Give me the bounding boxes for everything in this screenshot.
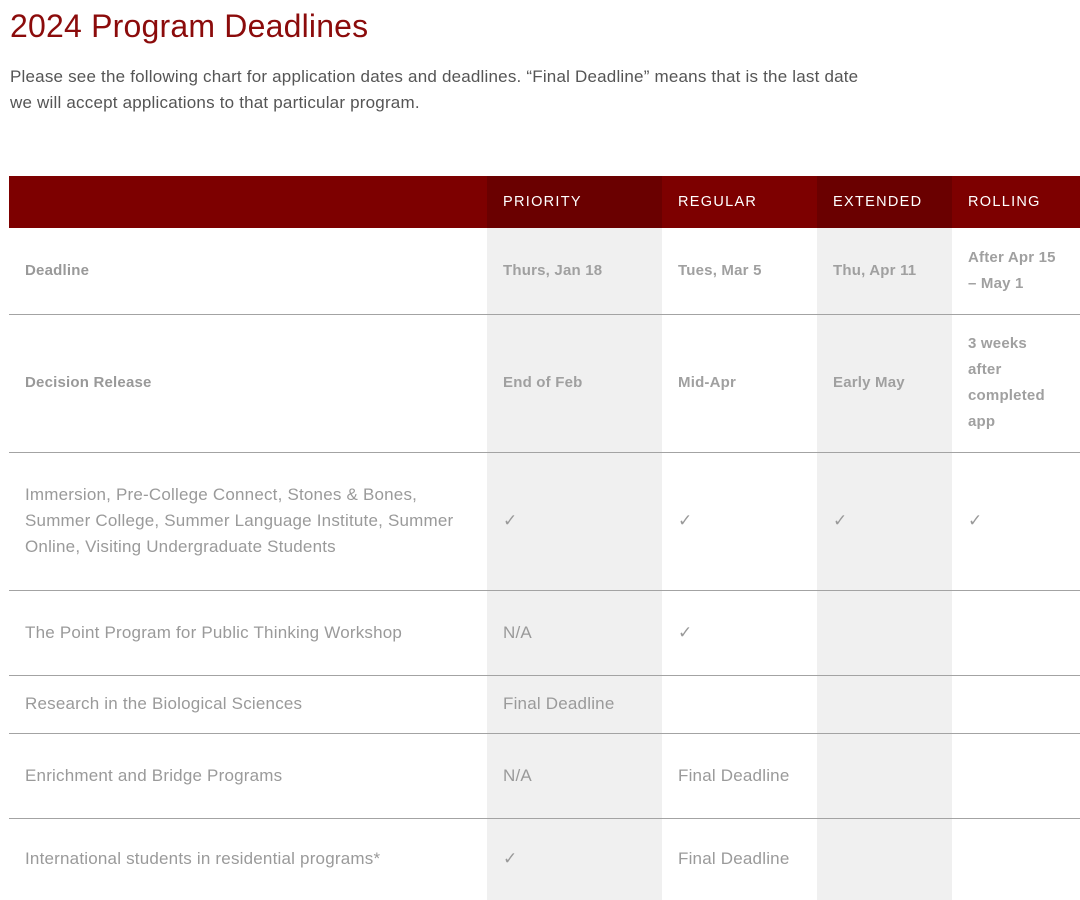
table-row [9, 228, 1080, 314]
table-row [9, 590, 1080, 675]
row-label: Deadline [9, 228, 487, 314]
check-icon: ✓ [662, 452, 817, 590]
cell-regular: Tues, Mar 5 [662, 228, 817, 314]
row-label: Enrichment and Bridge Programs [9, 733, 487, 818]
row-label: The Point Program for Public Thinking Workshop [9, 590, 487, 675]
intro-text: Please see the following chart for application dates and deadlines. “Final Deadline” means that is the last date we will accept applications to that particular program. [10, 67, 859, 112]
cell-priority: N/A [487, 590, 662, 675]
page-title: 2024 Program Deadlines [10, 8, 369, 44]
deadlines-table [9, 176, 1080, 900]
cell-rolling: After Apr 15 – May 1 [952, 228, 1080, 314]
cell-priority: End of Feb [487, 314, 662, 452]
cell-extended [817, 818, 952, 900]
header-priority: PRIORITY [487, 176, 662, 228]
check-icon: ✓ [662, 590, 817, 675]
cell-extended [817, 733, 952, 818]
cell-priority: Thurs, Jan 18 [487, 228, 662, 314]
table-row [9, 675, 1080, 733]
table-row [9, 314, 1080, 452]
cell-rolling [952, 818, 1080, 900]
cell-regular [662, 675, 817, 733]
table-header-row [9, 176, 1080, 228]
table-row [9, 733, 1080, 818]
cell-rolling: 3 weeks after completed app [952, 314, 1080, 452]
header-rolling: ROLLING [952, 176, 1080, 228]
cell-regular: Final Deadline [662, 733, 817, 818]
cell-extended [817, 675, 952, 733]
check-icon: ✓ [817, 452, 952, 590]
row-label: Research in the Biological Sciences [9, 675, 487, 733]
cell-priority: Final Deadline [487, 675, 662, 733]
row-label: Decision Release [9, 314, 487, 452]
header-regular: REGULAR [662, 176, 817, 228]
cell-extended [817, 590, 952, 675]
header-extended: EXTENDED [817, 176, 952, 228]
cell-regular: Final Deadline [678, 849, 790, 869]
check-icon: ✓ [487, 818, 662, 900]
cell-regular: Mid-Apr [662, 314, 817, 452]
check-icon: ✓ [487, 452, 662, 590]
cell-rolling [952, 590, 1080, 675]
row-label: Immersion, Pre-College Connect, Stones & Bones, Summer College, Summer Language Institute, Summer Online, Visiting Undergraduate Students [9, 452, 487, 590]
cell-extended: Early May [817, 314, 952, 452]
cell-rolling [952, 733, 1080, 818]
header-blank [9, 176, 487, 228]
cell-rolling [952, 675, 1080, 733]
table-row [9, 818, 1080, 900]
table-row [9, 452, 1080, 590]
cell-priority: N/A [487, 733, 662, 818]
cell-extended: Thu, Apr 11 [817, 228, 952, 314]
check-icon: ✓ [952, 452, 1080, 590]
row-label: International students in residential programs* [25, 849, 381, 869]
